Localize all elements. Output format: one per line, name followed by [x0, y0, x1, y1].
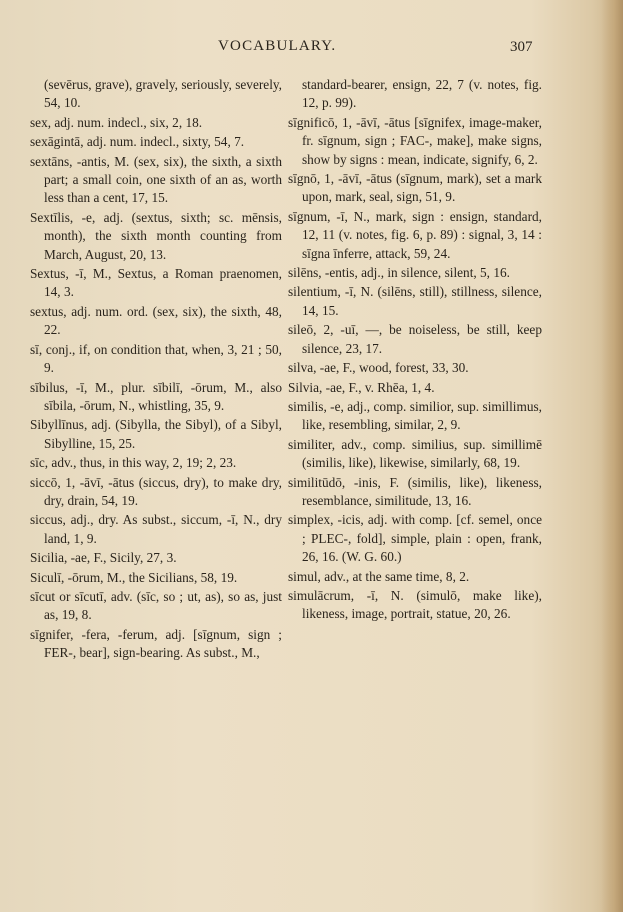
page-number: 307 [510, 39, 533, 55]
dictionary-entry: sīc, adv., thus, in this way, 2, 19; 2, 23. [30, 455, 237, 471]
dictionary-entry: sī, conj., if, on condition that, when, 3, 21 ; 50, 9. [30, 341, 282, 376]
dictionary-entry: siccō, 1, -āvī, -ātus (siccus, dry), to make dry, dry, drain, 54, 19. [30, 474, 282, 508]
right-column [288, 76, 542, 625]
dictionary-entry: sīgnō, 1, -āvī, -ātus (sīgnum, mark), set a mark upon, mark, seal, sign, 51, 9. [288, 171, 542, 205]
dictionary-entry: Siculī, -ōrum, M., the Sicilians, 58, 19. [30, 569, 238, 585]
dictionary-entry: sextāns, -antis, M. (sex, six), the sixth, a sixth part; a small coin, one sixth of an as, worth less than a cent, 17, 15. [30, 153, 282, 206]
dictionary-entry: sexāgintā, adj. num. indecl., sixty, 54, 7. [30, 134, 245, 150]
dictionary-entry: Sicilia, -ae, F., Sicily, 27, 3. [30, 550, 177, 566]
dictionary-entry: (sevērus, grave), gravely, seriously, severely, 54, 10. [44, 77, 282, 111]
dictionary-entry: Sibyllīnus, adj. (Sibylla, the Sibyl), of a Sibyl, Sibylline, 15, 25. [30, 417, 282, 451]
dictionary-entry: sex, adj. num. indecl., six, 2, 18. [30, 114, 203, 130]
dictionary-entry: sīgnificō, 1, -āvī, -ātus [sīgnifex, image-maker, fr. sīgnum, sign ; FAC-, make], make signs, show by signs : mean, indicate, signify, 6, 2. [288, 114, 542, 167]
dictionary-entry: standard-bearer, ensign, 22, 7 (v. notes, fig. 12, p. 99). [302, 77, 542, 111]
page-header [0, 38, 600, 60]
dictionary-entry: sīgnum, -ī, N., mark, sign : ensign, standard, 12, 11 (v. notes, fig. 6, p. 89) : signal, 3, 14 : sīgna īnferre, attack, 59, 24. [288, 208, 542, 261]
dictionary-entry: sileō, 2, -uī, —, be noiseless, be still, keep silence, 23, 17. [288, 322, 542, 356]
dictionary-entry: simulācrum, -ī, N. (simulō, make like), likeness, image, portrait, statue, 20, 26. [288, 587, 542, 622]
dictionary-entry: sextus, adj. num. ord. (sex, six), the sixth, 48, 22. [30, 303, 282, 338]
dictionary-entry: simplex, -icis, adj. with comp. [cf. semel, once ; PLEC-, fold], simple, plain : open, frank, 26, 16. (W. G. 60.) [288, 512, 542, 565]
dictionary-entry: Sextus, -ī, M., Sextus, a Roman praenomen, 14, 3. [30, 266, 282, 300]
dictionary-entry: sīgnifer, -fera, -ferum, adj. [sīgnum, sign ; FER-, bear], sign-bearing. As subst., M., [30, 626, 282, 661]
dictionary-entry: siccus, adj., dry. As subst., siccum, -ī, N., dry land, 1, 9. [30, 512, 282, 546]
dictionary-entry: silēns, -entis, adj., in silence, silent, 5, 16. [288, 265, 510, 281]
left-column [30, 76, 282, 664]
dictionary-entry: silva, -ae, F., wood, forest, 33, 30. [288, 360, 469, 376]
page-edge-shadow [601, 0, 623, 912]
dictionary-entry: silentium, -ī, N. (silēns, still), stillness, silence, 14, 15. [288, 284, 542, 318]
running-head: VOCABULARY. [218, 38, 337, 54]
dictionary-entry: sīcut or sīcutī, adv. (sīc, so ; ut, as), so as, just as, 19, 8. [30, 588, 282, 623]
dictionary-entry: sībilus, -ī, M., plur. sībilī, -ōrum, M., also sībila, -ōrum, N., whistling, 35, 9. [30, 379, 282, 413]
dictionary-entry: similis, -e, adj., comp. similior, sup. simillimus, like, resembling, similar, 2, 9. [288, 398, 542, 433]
dictionary-entry: similiter, adv., comp. similius, sup. simillimē (similis, like), likewise, similarly, 68, 19. [288, 436, 542, 471]
dictionary-entry: Sextīlis, -e, adj. (sextus, sixth; sc. mēnsis, month), the sixth month counting from March, August, 20, 13. [30, 209, 282, 262]
dictionary-entry: simul, adv., at the same time, 8, 2. [288, 568, 470, 584]
dictionary-entry: Silvia, -ae, F., v. Rhēa, 1, 4. [288, 379, 435, 395]
dictionary-entry: similitūdō, -inis, F. (similis, like), likeness, resemblance, similitude, 13, 16. [288, 474, 542, 508]
